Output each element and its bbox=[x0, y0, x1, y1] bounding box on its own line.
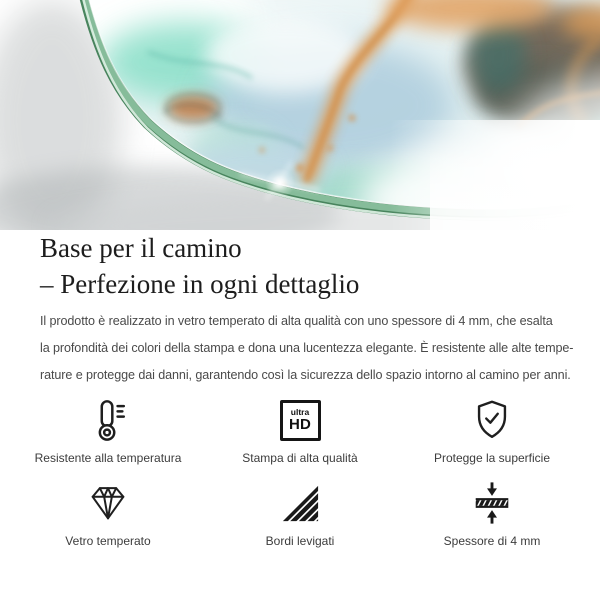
feature-thickness bbox=[396, 480, 588, 549]
content-section bbox=[0, 230, 600, 389]
feature-grid bbox=[0, 397, 600, 549]
diamond-icon bbox=[85, 480, 131, 526]
glass-panel-image bbox=[0, 0, 600, 230]
title-line-1: Base per il camino bbox=[40, 233, 242, 263]
feature-polished-edges bbox=[204, 480, 396, 549]
shield-check-icon bbox=[469, 397, 515, 443]
thermometer-icon bbox=[85, 397, 131, 443]
hero-product-image bbox=[0, 0, 600, 230]
thickness-icon bbox=[469, 480, 515, 526]
description-line: la profondità dei colori della stampa e dona una lucentezza elegante. È resistente alle alte tempe- bbox=[40, 341, 574, 355]
feature-label: Bordi levigati bbox=[265, 534, 335, 548]
feature-protection bbox=[396, 397, 588, 466]
feature-print-quality bbox=[204, 397, 396, 466]
ultra-hd-icon bbox=[280, 397, 321, 443]
title-line-2: – Perfezione in ogni dettaglio bbox=[40, 269, 360, 299]
ultra-hd-text-top: ultra bbox=[290, 407, 310, 417]
feature-label: Spessore di 4 mm bbox=[443, 534, 541, 548]
feature-temperature bbox=[12, 397, 204, 466]
description-line: Il prodotto è realizzato in vetro temperato di alta qualità con uno spessore di 4 mm, che esalta bbox=[40, 314, 553, 328]
feature-label: Stampa di alta qualità bbox=[242, 451, 358, 465]
product-description bbox=[40, 308, 574, 389]
page-title bbox=[40, 230, 560, 302]
feature-label: Vetro temperato bbox=[65, 534, 151, 548]
feature-label: Protegge la superficie bbox=[433, 451, 551, 465]
feature-tempered-glass bbox=[12, 480, 204, 549]
ultra-hd-text-bottom: HD bbox=[288, 416, 312, 433]
polished-edges-icon bbox=[277, 480, 323, 526]
feature-label: Resistente alla temperatura bbox=[34, 451, 182, 465]
description-line: rature e protegge dai danni, garantendo così la sicurezza dello spazio intorno al camino per anni. bbox=[40, 368, 571, 382]
